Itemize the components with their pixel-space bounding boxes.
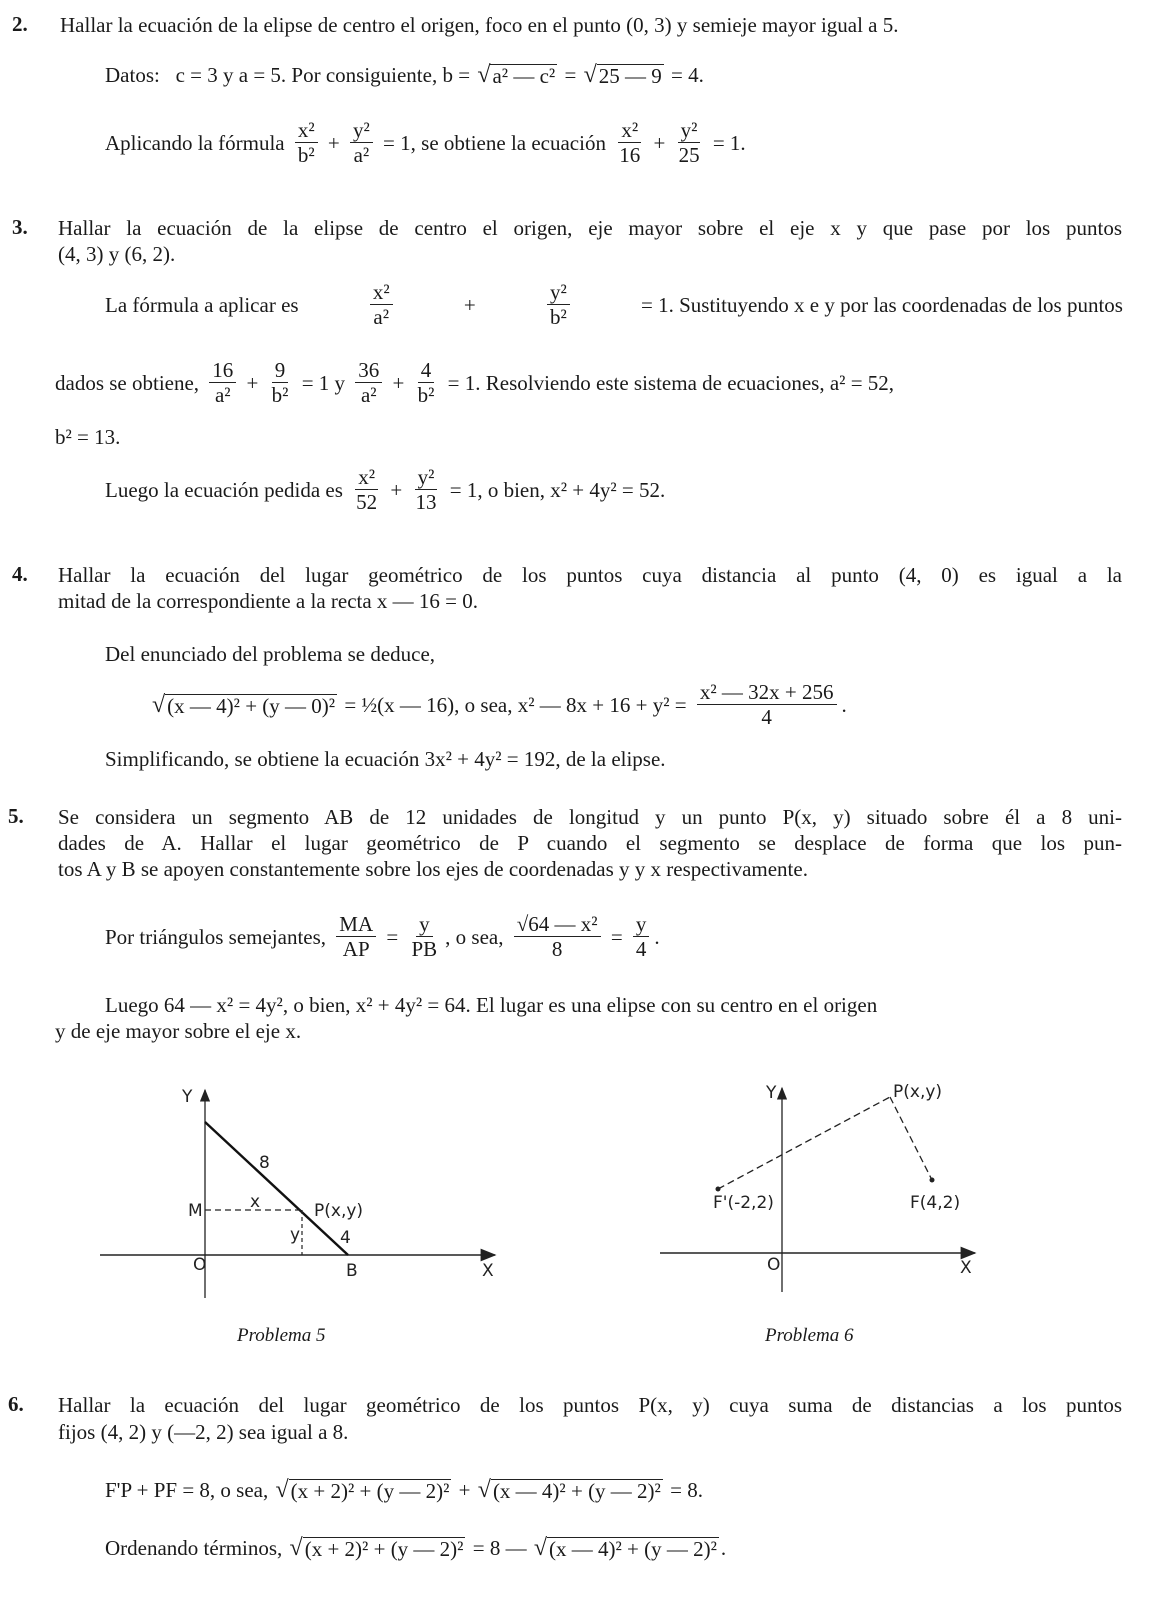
radicand: a² — c² (492, 64, 556, 88)
text-segment: . (654, 924, 660, 949)
text-segment: = (381, 924, 404, 949)
problem-number: 2. (12, 12, 28, 36)
text-segment: Hallar la ecuación de la elipse de centro el origen, eje mayor sobre el eje x y que pase por los puntos (58, 216, 1122, 240)
denominator: 25 (678, 143, 700, 167)
numerator: √64 — x² (514, 912, 601, 937)
origin-label: O (767, 1255, 781, 1275)
denominator: b² (271, 383, 289, 407)
denominator: 4 (761, 705, 772, 729)
numerator: y² (547, 280, 570, 305)
text-segment: mitad de la correspondiente a la recta x — 16 = 0. (58, 589, 479, 613)
radicand: (x — 4)² + (y — 2)² (549, 1537, 717, 1561)
figure-caption: Problema 6 (765, 1325, 854, 1346)
text-segment: = 1, se obtiene la ecuación (377, 130, 612, 155)
text-segment: dades de A. Hallar el lugar geométrico de P cuando el segmento se desplace de forma que los pun- (58, 831, 1122, 855)
segment-ab (205, 1122, 348, 1255)
text-segment: . (720, 1536, 727, 1560)
label-8: 8 (259, 1153, 270, 1173)
denominator: b² (297, 143, 315, 167)
text-segment: b² = 13. (55, 425, 121, 449)
label-4: 4 (340, 1228, 351, 1248)
radicand: (x — 4)² + (y — 2)² (492, 1479, 661, 1503)
text-segment: Por triángulos semejantes, (105, 924, 332, 949)
denominator: 13 (415, 490, 437, 514)
radical-icon: √ (275, 1477, 289, 1503)
numerator: y² (350, 118, 373, 143)
problem-number: 4. (12, 562, 28, 586)
text-segment: , o sea, (445, 924, 509, 949)
radicand: (x + 2)² + (y — 2)² (290, 1479, 450, 1503)
point-fprime (716, 1187, 721, 1192)
denominator: a² (360, 383, 377, 407)
radical-icon: √ (477, 62, 491, 88)
radical-icon: √ (583, 62, 597, 88)
square-root (534, 1536, 719, 1560)
numerator: x² — 32x + 256 (697, 680, 837, 705)
denominator: 4 (635, 937, 647, 961)
numerator: x² (618, 118, 641, 143)
figure-caption: Problema 5 (237, 1325, 326, 1346)
radical-icon: √ (533, 1535, 547, 1561)
numerator: MA (336, 912, 376, 937)
square-root (478, 1478, 663, 1502)
numerator: y (633, 912, 650, 937)
text-segment: + (385, 477, 408, 502)
text-segment: + (453, 1478, 476, 1502)
text-segment: Ordenando términos, (105, 1536, 288, 1560)
label-m: M (188, 1201, 203, 1221)
label-fprime: F'(-2,2) (713, 1193, 774, 1213)
text-segment: fijos (4, 2) y (—2, 2) sea igual a 8. (58, 1420, 349, 1444)
text-segment: Se considera un segmento AB de 12 unidades de longitud y un punto P(x, y) situado sobre él a 8 uni- (58, 805, 1122, 829)
square-root (275, 1478, 451, 1502)
radicand: (x + 2)² + (y — 2)² (304, 1537, 464, 1561)
text-segment: + (458, 292, 481, 317)
radicand: 25 — 9 (598, 64, 662, 88)
label-b: B (346, 1261, 358, 1281)
point-f (930, 1178, 935, 1183)
label-y: y (290, 1225, 301, 1245)
text-segment: = (559, 63, 582, 87)
x-axis-label: X (482, 1261, 494, 1281)
text-segment: Hallar la ecuación del lugar geométrico de los puntos cuya distancia al punto (4, 0) es igual a la (58, 563, 1122, 587)
numerator: 9 (272, 358, 289, 383)
problem-number: 6. (8, 1392, 24, 1416)
text-segment: = (605, 924, 628, 949)
text-segment: La fórmula a aplicar es (105, 292, 304, 317)
problem-number: 3. (12, 215, 28, 239)
text-segment: . (841, 692, 847, 717)
problem-statement (58, 1392, 1122, 1418)
text-segment: = 8. (664, 1478, 703, 1502)
text-segment: Datos: c = 3 y a = 5. Por consiguiente, b = (105, 63, 476, 87)
x-axis-label: X (960, 1258, 972, 1278)
text-segment: Hallar la ecuación del lugar geométrico de los puntos P(x, y) cuya suma de distancias a los puntos (58, 1393, 1122, 1417)
text-segment: = 1. Sustituyendo x e y por las coordenadas de los puntos (635, 292, 1123, 317)
radicand: (x — 4)² + (y — 0)² (167, 693, 336, 718)
text-segment: = 1. (707, 130, 746, 155)
text-segment: = ½(x — 16), o sea, x² — 8x + 16 + y² = (339, 692, 692, 717)
numerator: y (416, 912, 433, 937)
text-segment: Aplicando la fórmula (105, 130, 290, 155)
dashed-fprime-p (718, 1097, 890, 1189)
numerator: x² (370, 280, 393, 305)
denominator: b² (417, 383, 435, 407)
numerator: 36 (355, 358, 382, 383)
label-x: x (250, 1192, 261, 1212)
text-segment: y de eje mayor sobre el eje x. (55, 1019, 302, 1043)
y-axis-label: Y (766, 1083, 777, 1103)
figure-problem-5 (100, 1087, 495, 1298)
text-segment: = 4. (665, 63, 704, 87)
label-p: P(x,y) (314, 1201, 364, 1221)
text-segment: Hallar la ecuación de la elipse de centro el origen, foco en el punto (0, 3) y semieje mayor igual a 5. (60, 13, 899, 37)
text-segment: Luego 64 — x² = 4y², o bien, x² + 4y² = 64. El lugar es una elipse con su centro en el origen (105, 993, 878, 1017)
problem-number: 5. (8, 804, 24, 828)
radical-icon: √ (477, 1477, 491, 1503)
numerator: y² (415, 465, 438, 490)
y-axis-label: Y (182, 1087, 193, 1107)
text-segment: + (648, 130, 671, 155)
numerator: 16 (209, 358, 236, 383)
denominator: 52 (356, 490, 378, 514)
denominator: a² (373, 305, 390, 329)
origin-label: O (193, 1255, 207, 1275)
solution-line (105, 1535, 726, 1561)
text-segment: Luego la ecuación pedida es (105, 477, 349, 502)
denominator: 8 (551, 937, 563, 961)
denominator: a² (353, 143, 370, 167)
text-segment: dados se obtiene, (55, 370, 205, 395)
figure-problem-6 (660, 1082, 975, 1292)
denominator: AP (342, 937, 370, 961)
text-segment: Simplificando, se obtiene la ecuación 3x² + 4y² = 192, de la elipse. (105, 747, 666, 771)
text-segment: = 8 — (467, 1536, 532, 1560)
numerator: y² (678, 118, 701, 143)
radical-icon: √ (289, 1535, 303, 1561)
text-segment: + (241, 370, 264, 395)
numerator: x² (355, 465, 378, 490)
denominator: a² (214, 383, 231, 407)
square-root (290, 1536, 466, 1560)
text-segment: Del enunciado del problema se deduce, (105, 642, 436, 666)
text-segment: + (387, 370, 410, 395)
text-segment: F'P + PF = 8, o sea, (105, 1478, 274, 1502)
text-segment: + (322, 130, 345, 155)
text-segment: tos A y B se apoyen constantemente sobre los ejes de coordenadas y y x respectivamente. (58, 857, 808, 881)
numerator: x² (295, 118, 318, 143)
solution-line (105, 1477, 703, 1503)
numerator: 4 (418, 358, 435, 383)
label-p: P(x,y) (893, 1082, 943, 1102)
text-segment: = 1 y (296, 370, 351, 395)
denominator: b² (549, 305, 567, 329)
text-segment: = 1. Resolviendo este sistema de ecuaciones, a² = 52, (442, 370, 895, 395)
text-segment: = 1, o bien, x² + 4y² = 52. (444, 477, 666, 502)
label-f: F(4,2) (910, 1193, 961, 1213)
text-segment: (4, 3) y (6, 2). (58, 242, 176, 266)
problem-statement (58, 1419, 348, 1445)
denominator: PB (411, 937, 438, 961)
dashed-p-f (890, 1097, 932, 1180)
denominator: 16 (619, 143, 641, 167)
radical-icon: √ (152, 691, 166, 718)
